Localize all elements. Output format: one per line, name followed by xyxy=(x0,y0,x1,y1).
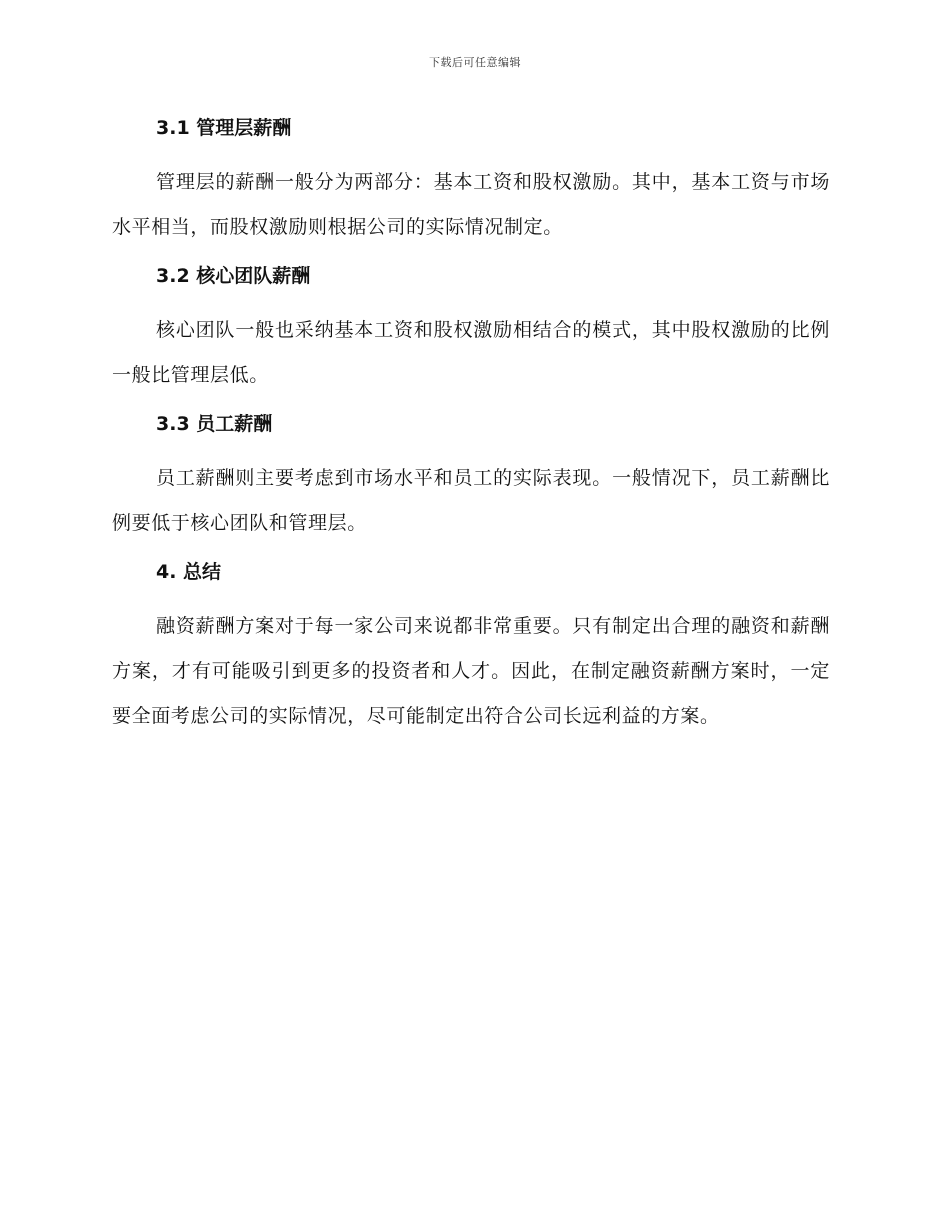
page-header-note: 下载后可任意编辑 xyxy=(429,56,521,69)
section-paragraph: 管理层的薪酬一般分为两部分：基本工资和股权激励。其中，基本工资与市场水平相当，而股权激励则根据公司的实际情况制定。 xyxy=(112,171,830,238)
section-heading: 3.1 管理层薪酬 xyxy=(156,117,292,139)
section-3-1 xyxy=(112,116,830,250)
section-3-2 xyxy=(112,264,830,398)
section-heading: 3.3 员工薪酬 xyxy=(156,413,273,435)
section-heading: 3.2 核心团队薪酬 xyxy=(156,265,311,287)
section-heading: 4. 总结 xyxy=(156,561,222,583)
section-paragraph: 员工薪酬则主要考虑到市场水平和员工的实际表现。一般情况下，员工薪酬比例要低于核心团队和管理层。 xyxy=(112,467,830,534)
section-4 xyxy=(112,560,830,739)
section-paragraph: 核心团队一般也采纳基本工资和股权激励相结合的模式，其中股权激励的比例一般比管理层低。 xyxy=(112,319,830,386)
section-3-3 xyxy=(112,412,830,546)
section-paragraph: 融资薪酬方案对于每一家公司来说都非常重要。只有制定出合理的融资和薪酬方案，才有可能吸引到更多的投资者和人才。因此，在制定融资薪酬方案时，一定要全面考虑公司的实际情况，尽可能制定出符合公司长远利益的方案。 xyxy=(112,615,830,727)
document-body xyxy=(112,110,830,751)
